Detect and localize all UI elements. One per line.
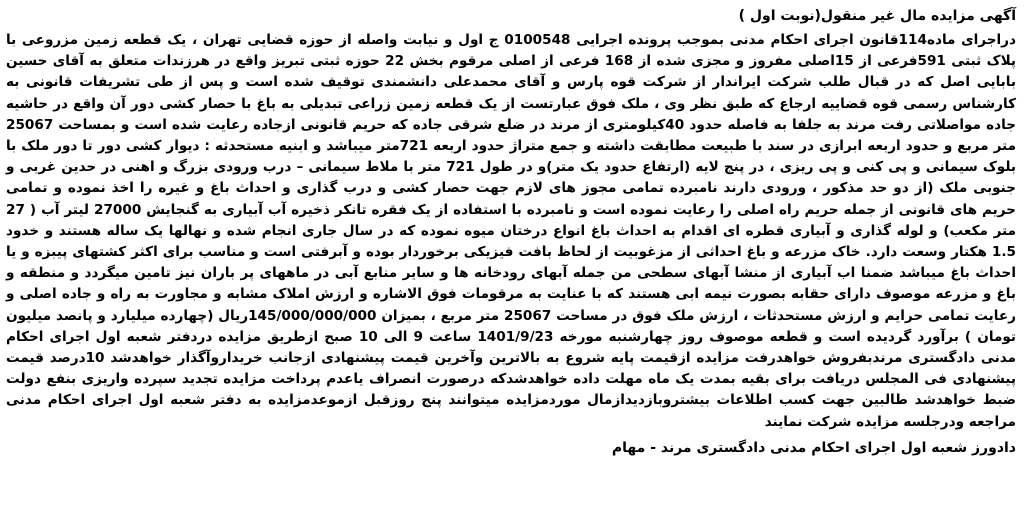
- notice-signature: دادورز شعبه اول اجرای احکام مدنی دادگستری مرند - مهام: [611, 439, 1016, 456]
- auction-notice: [4, 6, 1018, 521]
- notice-body: دراجرای ماده114قانون اجرای احکام مدنی بموجب پرونده اجرایی 0100548 ج اول و نیابت واصله از حوزه قضایی تهران ، یک قطعه زمین مزروعی با پلاک ثبتی 591فرعی از 15اصلی مفروز و مجزی شده از 168 فرعی از اصلی مرقوم بخش 22 حوزه ثبتی تبریز واقع در هرزندات متعلق به آقای حسین بابایی اصل که در قبال طلب شرکت ایراندار از شرکت قوه پارس و آقای محمدعلی دانشمندی توقیف شده است و پس از طی تشریفات قانونی به کارشناس رسمی قوه قضاییه ارجاع که طبق نظر وی ، ملک فوق عبارتست از یک قطعه زمین زراعی تبدیلی به باغ با حصار کشی دور آن واقع در حاشیه جاده مواصلاتی رفت مرند به جلفا به فاصله حدود 40کیلومتری از مرند در ضلع شرقی جاده که حریم قانونی ازجاده رعایت شده است و بمساحت 25067 متر مربع و حدود اربعه ابرازی در سند با طبیعت مطابقت داشته و جمع متراژ حدود اربعه 721متر میباشد و ابنیه مستحدثه : دیوار کشی دور تا دور ملک با بلوک سیمانی و پی کنی و پی ریزی ، در پنج لایه (ارتفاع حدود یک متر)و در طول 721 متر با ملاط سیمانی – درب ورودی بزرگ و اهنی در حدین غربی و جنوبی ملک (از دو حد مذکور ، ورودی دارند نامبرده تمامی مجوز های لازم جهت حصار کشی و درب گذاری و احداث باغ و غیره را اخذ نموده و تمامی حریم های قانونی از جمله حریم راه اصلی را رعایت نموده است و نامبرده با استفاده از یک فقره تانکر ذخیره آب آبیاری به گنجایش 27000 لیتر آب ( 27 متر مکعب) و لوله گذاری و آبیاری قطره ای اقدام به احداث باغ انواع درختان میوه نموده که در سال جاری انجام شده و نهالها یک ساله هستند و خدود 1.5 هکتار وسعت دارد. خاک مزرعه و باغ احداثی از مزغوبیت از لحاظ بافت فیزیکی برخوردار بوده و آبرفتی است و مناسب برای اکثر کشتهای پیبزه و یا احداث باغ میباشد ضمنا اب آبیاری از منشا آبهای سطحی من جمله آبهای رودخانه ها و سایر منابع آبی در ماههای پر باران نیز تامین میگردد و منطقه و باغ و مزرعه موصوف دارای حقابه بصورت نیمه ابی هستند که با عنایت به مرقومات فوق الاشاره و ارزش املاک مشابه و مجاورت به راه و جاده اصلی و رعایت تمامی حرایم و ارزش مستحدثات ، ارزش ملک فوق در مساحت 25067 متر مربع ، بمیزان 145/000/000/000ریال (چهارده میلیارد و پانصد میلیون تومان ) برآورد گردیده است و قطعه موصوف روز چهارشنبه مورخه 1401/9/23 ساعت 9 الی 10 صبح ازطریق مزایده دردفتر شعبه اول اجرای احکام مدنی دادگستری مرندبفروش خواهدرفت مزایده ازقیمت پایه شروع به بالاترین وآخرین قیمت پیشنهادی ازجانب خریداروآگذار خواهدشد 10درصد قیمت پیشنهادی فی المجلس دریافت برای بقیه بمدت یک ماه مهلت داده خواهدشدکه درصورت انصراف یاعدم پرداخت مزایده تجدید سپرده واریزی بنفع دولت ضبط خواهدشد طالبین جهت کسب اطلاعات بیشتروبازدیدازمال موردمزایده میتوانند پنج روزقبل ازموعدمزایده به دفتر شعبه اول اجرای احکام مدنی مراجعه ودرجلسه مزایده شرکت نمایند: [6, 32, 1017, 430]
- notice-title: آگهی مزایده مال غیر منقول(نوبت اول ): [738, 8, 1016, 24]
